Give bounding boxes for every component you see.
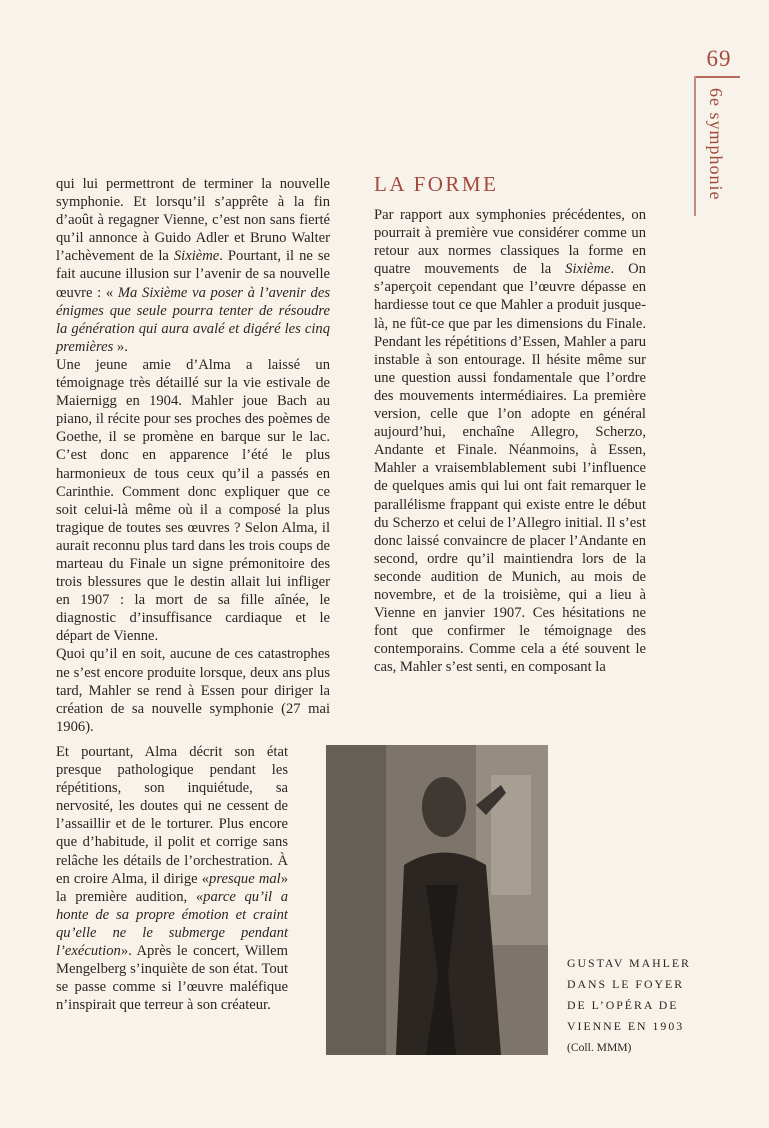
- right-paragraph: [374, 206, 646, 676]
- photo-gustav-mahler: [326, 745, 548, 1055]
- italic-run: presque mal: [209, 870, 281, 887]
- page-number: 69: [706, 46, 732, 71]
- right-column: [374, 206, 646, 676]
- text-run: ». Après le concert, Willem Mengelberg s’inquiète de son état. Tout se passe comme si l’œuvre maléfique n’inspirait que terreur à son créateur.: [56, 943, 288, 1014]
- text-run: . Pourtant, il ne se fait aucune illusion sur l’avenir de sa nouvelle œuvre : «: [56, 248, 330, 301]
- italic-quote: Ma Sixième va poser à l’avenir des énigmes que seule pourra tenter de résoudre la génération qui aura avalé et digéré les cinq premières: [56, 284, 330, 355]
- section-heading: LA FORME: [374, 172, 499, 196]
- left-paragraph-3: Quoi qu’il en soit, aucune de ces catastrophes ne s’est encore produite lorsque, deux ans plus tard, Mahler se rend à Essen pour diriger la création de sa nouvelle symphonie (27 mai 1906).: [56, 646, 330, 735]
- text-run: qui lui permettront de terminer la nouvelle symphonie. Et lorsqu’il s’apprête à la fin d’août à regagner Vienne, c’est non sans fierté qu’il annonce à Guido Adler et Bruno Walter l’achèvement de la: [56, 176, 330, 265]
- italic-run: Sixième: [173, 248, 220, 265]
- caption-line: VIENNE EN 1903: [567, 1019, 685, 1033]
- text-run: . On s’aperçoit cependant que l’œuvre dépasse en hardiesse tout ce que Mahler a produit jusque-là, ne fût-ce que par les dimensions du Finale. Pendant les répétitions d’Essen, Mahler a paru instable à son entourage. Il hésite même sur une question aussi fondamentale que l’ordre des mouvements intermédiaires. La première version, celle que l’on adopte en général aujourd’hui, enchaîne Allegro, Scherzo, Andante et Finale. Néanmoins, à Essen, Mahler a vraisemblablement subi l’influence de quelques amis qui lui ont fait remarquer le parallélisme frappant qui existe entre le début du Scherzo et celui de l’Allegro initial. Il s’est donc laissé convaincre de placer l’Andante en second, ordre qu’il maintiendra lors de la seconde audition de Munich, au mois de novembre, et de la troisième, qui a lieu à Vienne en janvier 1907. Ces hésitations ne font que confirmer le témoignage des contemporains. Comme cela a été souvent le cas, Mahler s’est senti, en composant la: [374, 261, 646, 676]
- text-run: Et pourtant, Alma décrit son état presque pathologique pendant les répétitions, son inquiétude, sa nervosité, les doutes qui ne cessent de l’assaillir et de le torturer. Plus encore que d’habitude, il polit et corrige sans relâche les détails de l’orchestration. À en croire Alma, il dirige «: [56, 744, 288, 887]
- caption-credit: (Coll. MMM): [567, 1041, 632, 1054]
- text-run: Par rapport aux symphonies précédentes, on pourrait à première vue considérer comme un retour aux normes classiques la forme en quatre mouvements de la: [374, 207, 646, 278]
- italic-quote: parce qu’il a honte de sa propre émotion et craint qu’elle ne le submerge pendant l’exécution: [56, 888, 289, 960]
- left-paragraph-4: [56, 743, 288, 1014]
- italic-run: Sixième: [565, 261, 611, 278]
- left-column: [56, 175, 330, 736]
- left-paragraph-1: [56, 175, 330, 356]
- text-run: ».: [113, 338, 128, 355]
- photo-caption: [567, 953, 707, 1058]
- running-title: 6e symphonie: [706, 88, 726, 201]
- photo-illustration: [326, 745, 548, 1055]
- text-run: » la première audition, «: [56, 870, 289, 905]
- header-rule-horizontal: [694, 76, 740, 78]
- caption-line: DE L’OPÉRA DE: [567, 998, 679, 1012]
- left-column-narrow: [56, 743, 288, 1014]
- left-paragraph-2: Une jeune amie d’Alma a laissé un témoignage très détaillé sur la vie estivale de Maiernigg en 1904. Mahler joue Bach au piano, il récite pour ses proches des poèmes de Goethe, il se promène en barque sur le lac. C’est donc en apparence l’été le plus harmonieux de tous ceux qu’il a passés en Carinthie. Comment donc expliquer que ce soit celui-là même où il a composé la plus tragique de toutes ses œuvres ? Selon Alma, il aurait reconnu plus tard dans les trois coups de marteau du Finale un signe prémonitoire des trois blessures que le destin allait lui infliger en 1907 : la mort de sa fille aînée, le diagnostic d’insuffisance cardiaque et le départ de Vienne.: [56, 356, 330, 645]
- caption-line: GUSTAV MAHLER: [567, 956, 691, 970]
- caption-line: DANS LE FOYER: [567, 977, 685, 991]
- header-rule-vertical: [694, 76, 696, 216]
